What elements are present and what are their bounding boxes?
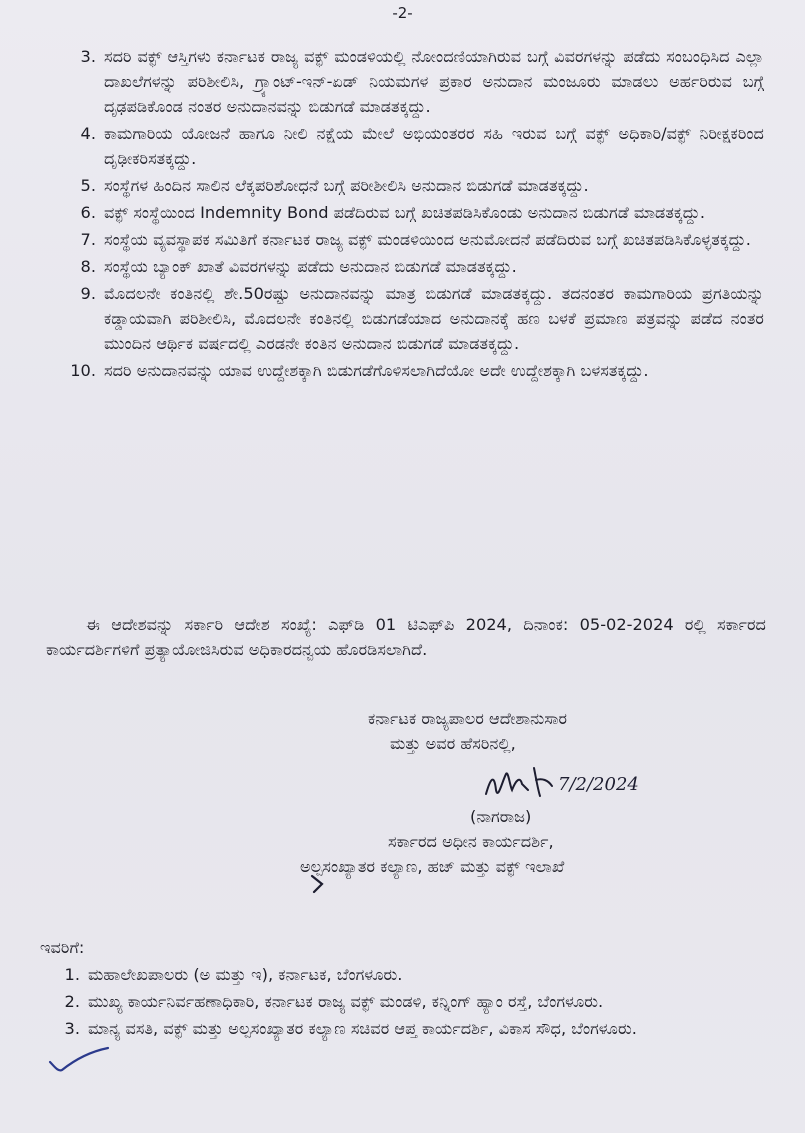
officer-department: ಅಲ್ಪಸಂಖ್ಯಾತರ ಕಲ್ಯಾಣ, ಹಜ್ ಮತ್ತು ವಕ್ಫ್ ಇಲಾಖೆ (300, 857, 565, 876)
authority-line-2: ಮತ್ತು ಅವರ ಹೆಸರಿನಲ್ಲಿ, (390, 734, 516, 753)
item-text: ಸಂಸ್ಥೆಯ ಬ್ಯಾಂಕ್ ಖಾತೆ ವಿವರಗಳನ್ನು ಪಡೆದು ಅನುದಾನ ಬಿಡುಗಡೆ ಮಾಡತಕ್ಕದ್ದು. (104, 257, 517, 276)
list-item (64, 200, 764, 225)
item-text: ಮುಖ್ಯ ಕಾರ್ಯನಿರ್ವಹಣಾಧಿಕಾರಿ, ಕರ್ನಾಟಕ ರಾಜ್ಯ ವಕ್ಫ್ ಮಂಡಳಿ, ಕನ್ನಿಂಗ್ ಹ್ಯಾಂ ರಸ್ತೆ, ಬೆಂಗಳೂರು. (88, 992, 604, 1011)
item-number: 9. (80, 284, 96, 303)
item-number: 1. (64, 965, 80, 984)
item-number: 5. (80, 176, 96, 195)
item-text: ಸದರಿ ಅನುದಾನವನ್ನು ಯಾವ ಉದ್ದೇಶಕ್ಕಾಗಿ ಬಿಡುಗಡೆಗೊಳಿಸಲಾಗಿದೆಯೋ ಅದೇ ಉದ್ದೇಶಕ್ಕಾಗಿ ಬಳಸತಕ್ಕದ್ದು. (104, 361, 649, 380)
list-item (64, 173, 764, 198)
item-text: ವಕ್ಫ್ ಸಂಸ್ಥೆಯಿಂದ Indemnity Bond ಪಡೆದಿರುವ ಬಗ್ಗೆ ಖಚಿತಪಡಿಸಿಕೊಂಡು ಅನುದಾನ ಬಿಡುಗಡೆ ಮಾಡತಕ್ಕದ್ದು. (104, 203, 705, 222)
copy-to-label: ಇವರಿಗೆ: (40, 938, 85, 957)
blue-tick-mark (44, 1044, 114, 1076)
item-number: 8. (80, 257, 96, 276)
authority-block (360, 706, 780, 756)
item-number: 10. (70, 361, 96, 380)
item-text: ಮಾನ್ಯ ವಸತಿ, ವಕ್ಫ್ ಮತ್ತು ಅಲ್ಪಸಂಖ್ಯಾತರ ಕಲ್ಯಾಣ ಸಚಿವರ ಆಪ್ತ ಕಾರ್ಯದರ್ಶಿ, ವಿಕಾಸ ಸೌಧ, ಬೆಂಗಳೂರು. (88, 1019, 637, 1038)
order-paragraph: ಈ ಆದೇಶವನ್ನು ಸರ್ಕಾರಿ ಆದೇಶ ಸಂಖ್ಯೆ: ಎಫ್‌ಡಿ 01 ಟಿಎಫ್‌ಪಿ 2024, ದಿನಾಂಕ: 05-02-2024 ರಲ್ಲಿ ಸರ್ಕಾರದ ಕಾರ್ಯದರ್ಶಿಗಳಿಗೆ ಪ್ರತ್ಯಾಯೋಜಿಸಿರುವ ಅಧಿಕಾರದನ್ವಯ ಹೊರಡಿಸಲಾಗಿದೆ. (46, 615, 766, 659)
item-number: 3. (64, 1019, 80, 1038)
officer-designation: ಸರ್ಕಾರದ ಅಧೀನ ಕಾರ್ಯದರ್ಶಿ, (388, 832, 554, 851)
list-item (64, 358, 764, 383)
item-number: 4. (80, 124, 96, 143)
item-text: ಸದರಿ ವಕ್ಫ್ ಆಸ್ತಿಗಳು ಕರ್ನಾಟಕ ರಾಜ್ಯ ವಕ್ಫ್ ಮಂಡಳಿಯಲ್ಲಿ ನೋಂದಣಿಯಾಗಿರುವ ಬಗ್ಗೆ ವಿವರಗಳನ್ನು ಪಡೆದು ಸಂಬಂಧಿಸಿದ ಎಲ್ಲಾ ದಾಖಲೆಗಳನ್ನು ಪರಿಶೀಲಿಸಿ, ಗ್ರ್ಯಾಂಟ್-ಇನ್-ಏಡ್ ನಿಯಮಗಳ ಪ್ರಕಾರ ಅನುದಾನ ಮಂಜೂರು ಮಾಡಲು ಅರ್ಹರಿರುವ ಬಗ್ಗೆ ದೃಢಪಡಿಕೊಂಡ ನಂತರ ಅನುದಾನವನ್ನು ಬಿಡುಗಡೆ ಮಾಡತಕ್ಕದ್ದು. (104, 47, 764, 116)
item-text: ಮಹಾಲೇಖಪಾಲರು (ಅ ಮತ್ತು ಇ), ಕರ್ನಾಟಕ, ಬೆಂಗಳೂರು. (88, 965, 403, 984)
list-item (52, 989, 772, 1014)
conditions-list (64, 44, 764, 385)
list-item (64, 281, 764, 356)
list-item (64, 121, 764, 171)
list-item (64, 227, 764, 252)
item-text: ಕಾಮಗಾರಿಯ ಯೋಜನೆ ಹಾಗೂ ನೀಲಿ ನಕ್ಷೆಯ ಮೇಲೆ ಅಭಿಯಂತರರ ಸಹಿ ಇರುವ ಬಗ್ಗೆ ವಕ್ಫ್ ಅಧಿಕಾರಿ/ವಕ್ಫ್ ನಿರೀಕ್ಷಕರಿಂದ ದೃಢೀಕರಿಸತಕ್ಕದ್ದು. (104, 124, 764, 168)
list-item (64, 254, 764, 279)
item-text: ಸಂಸ್ಥೆಗಳ ಹಿಂದಿನ ಸಾಲಿನ ಲೆಕ್ಕಪರಿಶೋಧನೆ ಬಗ್ಗೆ ಪರೀಶೀಲಿಸಿ ಅನುದಾನ ಬಿಡುಗಡೆ ಮಾಡತಕ್ಕದ್ದು. (104, 176, 589, 195)
item-text: ಮೊದಲನೇ ಕಂತಿನಲ್ಲಿ ಶೇ.50ರಷ್ಟು ಅನುದಾನವನ್ನು ಮಾತ್ರ ಬಿಡುಗಡೆ ಮಾಡತಕ್ಕದ್ದು. ತದನಂತರ ಕಾಮಗಾರಿಯ ಪ್ರಗತಿಯನ್ನು ಕಡ್ಡಾಯವಾಗಿ ಪರಿಶೀಲಿಸಿ, ಮೊದಲನೇ ಕಂತಿನಲ್ಲಿ ಬಿಡುಗಡೆಯಾದ ಅನುದಾನಕ್ಕೆ ಹಣ ಬಳಕೆ ಪ್ರಮಾಣ ಪತ್ರವನ್ನು ಪಡೆದ ನಂತರ ಮುಂದಿನ ಆರ್ಥಿಕ ವರ್ಷದಲ್ಲಿ ಎರಡನೇ ಕಂತಿನ ಅನುದಾನ ಬಿಡುಗಡೆ ಮಾಡತಕ್ಕದ್ದು. (104, 284, 764, 353)
page-number: -2- (392, 4, 413, 22)
copy-recipients-list (52, 962, 772, 1043)
handwritten-signature (476, 760, 646, 808)
authority-line-1: ಕರ್ನಾಟಕ ರಾಜ್ಯಪಾಲರ ಆದೇಶಾನುಸಾರ (368, 709, 568, 728)
item-number: 6. (80, 203, 96, 222)
item-number: 2. (64, 992, 80, 1011)
list-item (52, 962, 772, 987)
svg-text:7/2/2024: 7/2/2024 (558, 774, 639, 795)
item-number: 7. (80, 230, 96, 249)
officer-block (300, 804, 780, 879)
item-text: ಸಂಸ್ಥೆಯ ವ್ಯವಸ್ಥಾಪಕ ಸಮಿತಿಗೆ ಕರ್ನಾಟಕ ರಾಜ್ಯ ವಕ್ಫ್ ಮಂಡಳಿಯಿಂದ ಅನುಮೋದನೆ ಪಡೆದಿರುವ ಬಗ್ಗೆ ಖಚಿತಪಡಿಸಿಕೊಳ್ಳತಕ್ಕದ್ದು. (104, 230, 751, 249)
officer-name: (ನಾಗರಾಜ) (470, 807, 532, 826)
pen-mark (308, 872, 330, 896)
list-item (52, 1016, 772, 1041)
item-number: 3. (80, 47, 96, 66)
list-item (64, 44, 764, 119)
